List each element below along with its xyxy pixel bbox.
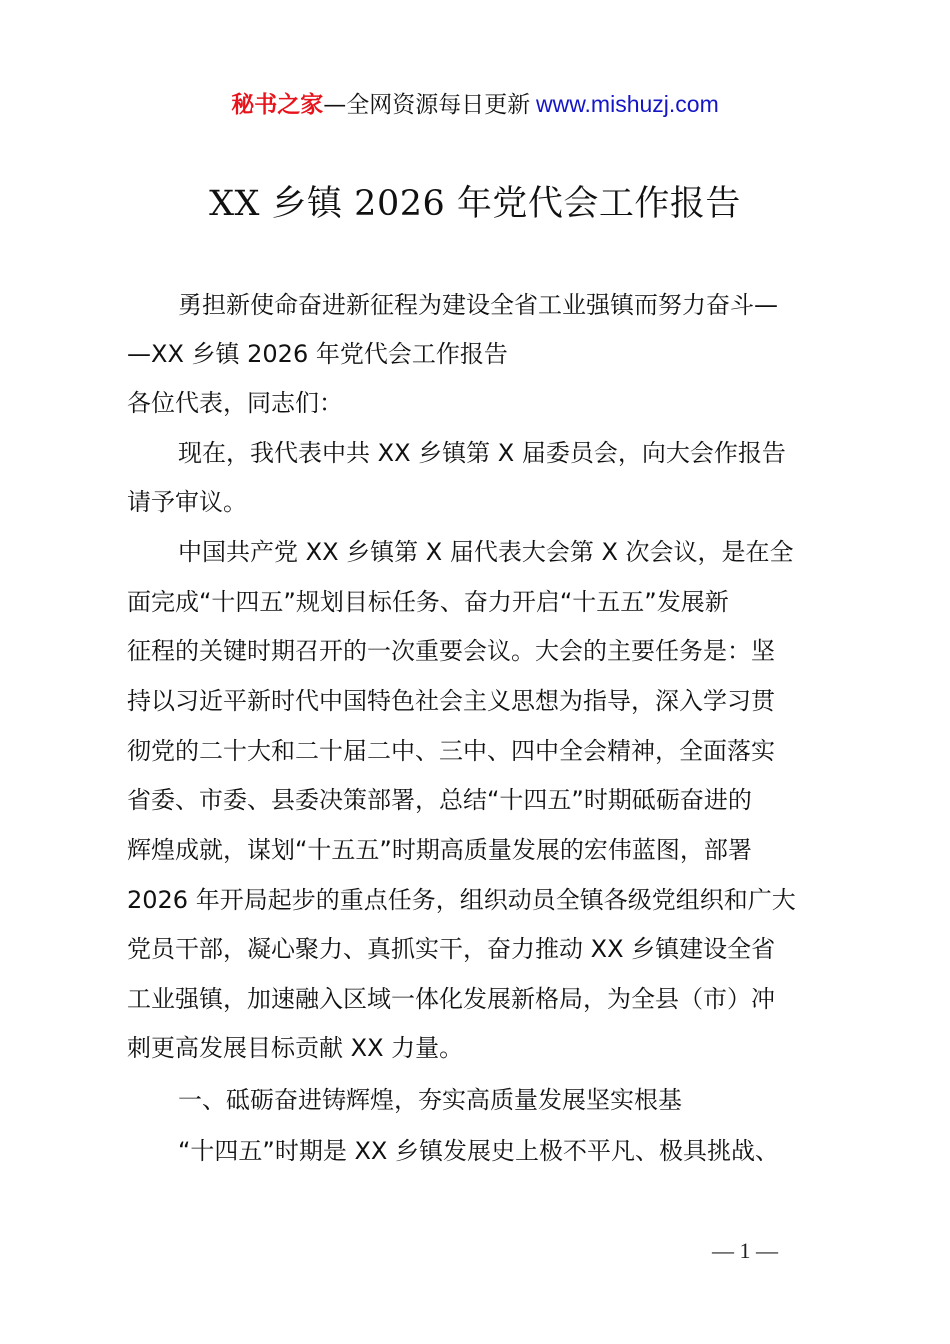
site-url-link[interactable]: www.mishuzj.com [535,91,719,117]
page-number: — 1 — [712,1238,778,1263]
paragraph-line: 党员干部，凝心聚力、真抓实干，奋力推动 XX 乡镇建设全省 [127,935,776,963]
banner-slogan: —全网资源每日更新 [323,92,531,118]
paragraph-line: “十四五”时期是 XX 乡镇发展史上极不平凡、极具挑战、 [178,1137,780,1165]
paragraph-line: 工业强镇，加速融入区域一体化发展新格局，为全县（市）冲 [127,985,775,1013]
subtitle-line-2: —XX 乡镇 2026 年党代会工作报告 [127,340,508,368]
paragraph-line: 持以习近平新时代中国特色社会主义思想为指导，深入学习贯 [127,687,775,715]
paragraph-line: 中国共产党 XX 乡镇第 X 届代表大会第 X 次会议，是在全 [178,538,794,566]
paragraph-line: 现在，我代表中共 XX 乡镇第 X 届委员会，向大会作报告 [178,439,786,467]
salutation: 各位代表，同志们： [127,389,343,417]
brand-name: 秘书之家 [231,92,324,118]
paragraph-line: 辉煌成就，谋划“十五五”时期高质量发展的宏伟蓝图，部署 [127,836,752,864]
document-title: XX 乡镇 2026 年党代会工作报告 [209,184,741,224]
paragraph-line: 面完成“十四五”规划目标任务、奋力开启“十五五”发展新 [127,588,729,616]
section-heading: 一、砥砺奋进铸辉煌，夯实高质量发展坚实根基 [178,1086,682,1114]
site-banner [0,88,950,121]
paragraph-line: 彻党的二十大和二十届二中、三中、四中全会精神，全面落实 [127,737,775,765]
paragraph-line: 省委、市委、县委决策部署，总结“十四五”时期砥砺奋进的 [127,786,752,814]
subtitle-line-1: 勇担新使命奋进新征程为建设全省工业强镇而努力奋斗— [178,291,778,319]
paragraph-line: 征程的关键时期召开的一次重要会议。大会的主要任务是：坚 [127,637,775,665]
paragraph-line: 请予审议。 [127,488,247,516]
paragraph-line: 2026 年开局起步的重点任务，组织动员全镇各级党组织和广大 [127,886,796,914]
paragraph-line: 刺更高发展目标贡献 XX 力量。 [127,1034,464,1062]
